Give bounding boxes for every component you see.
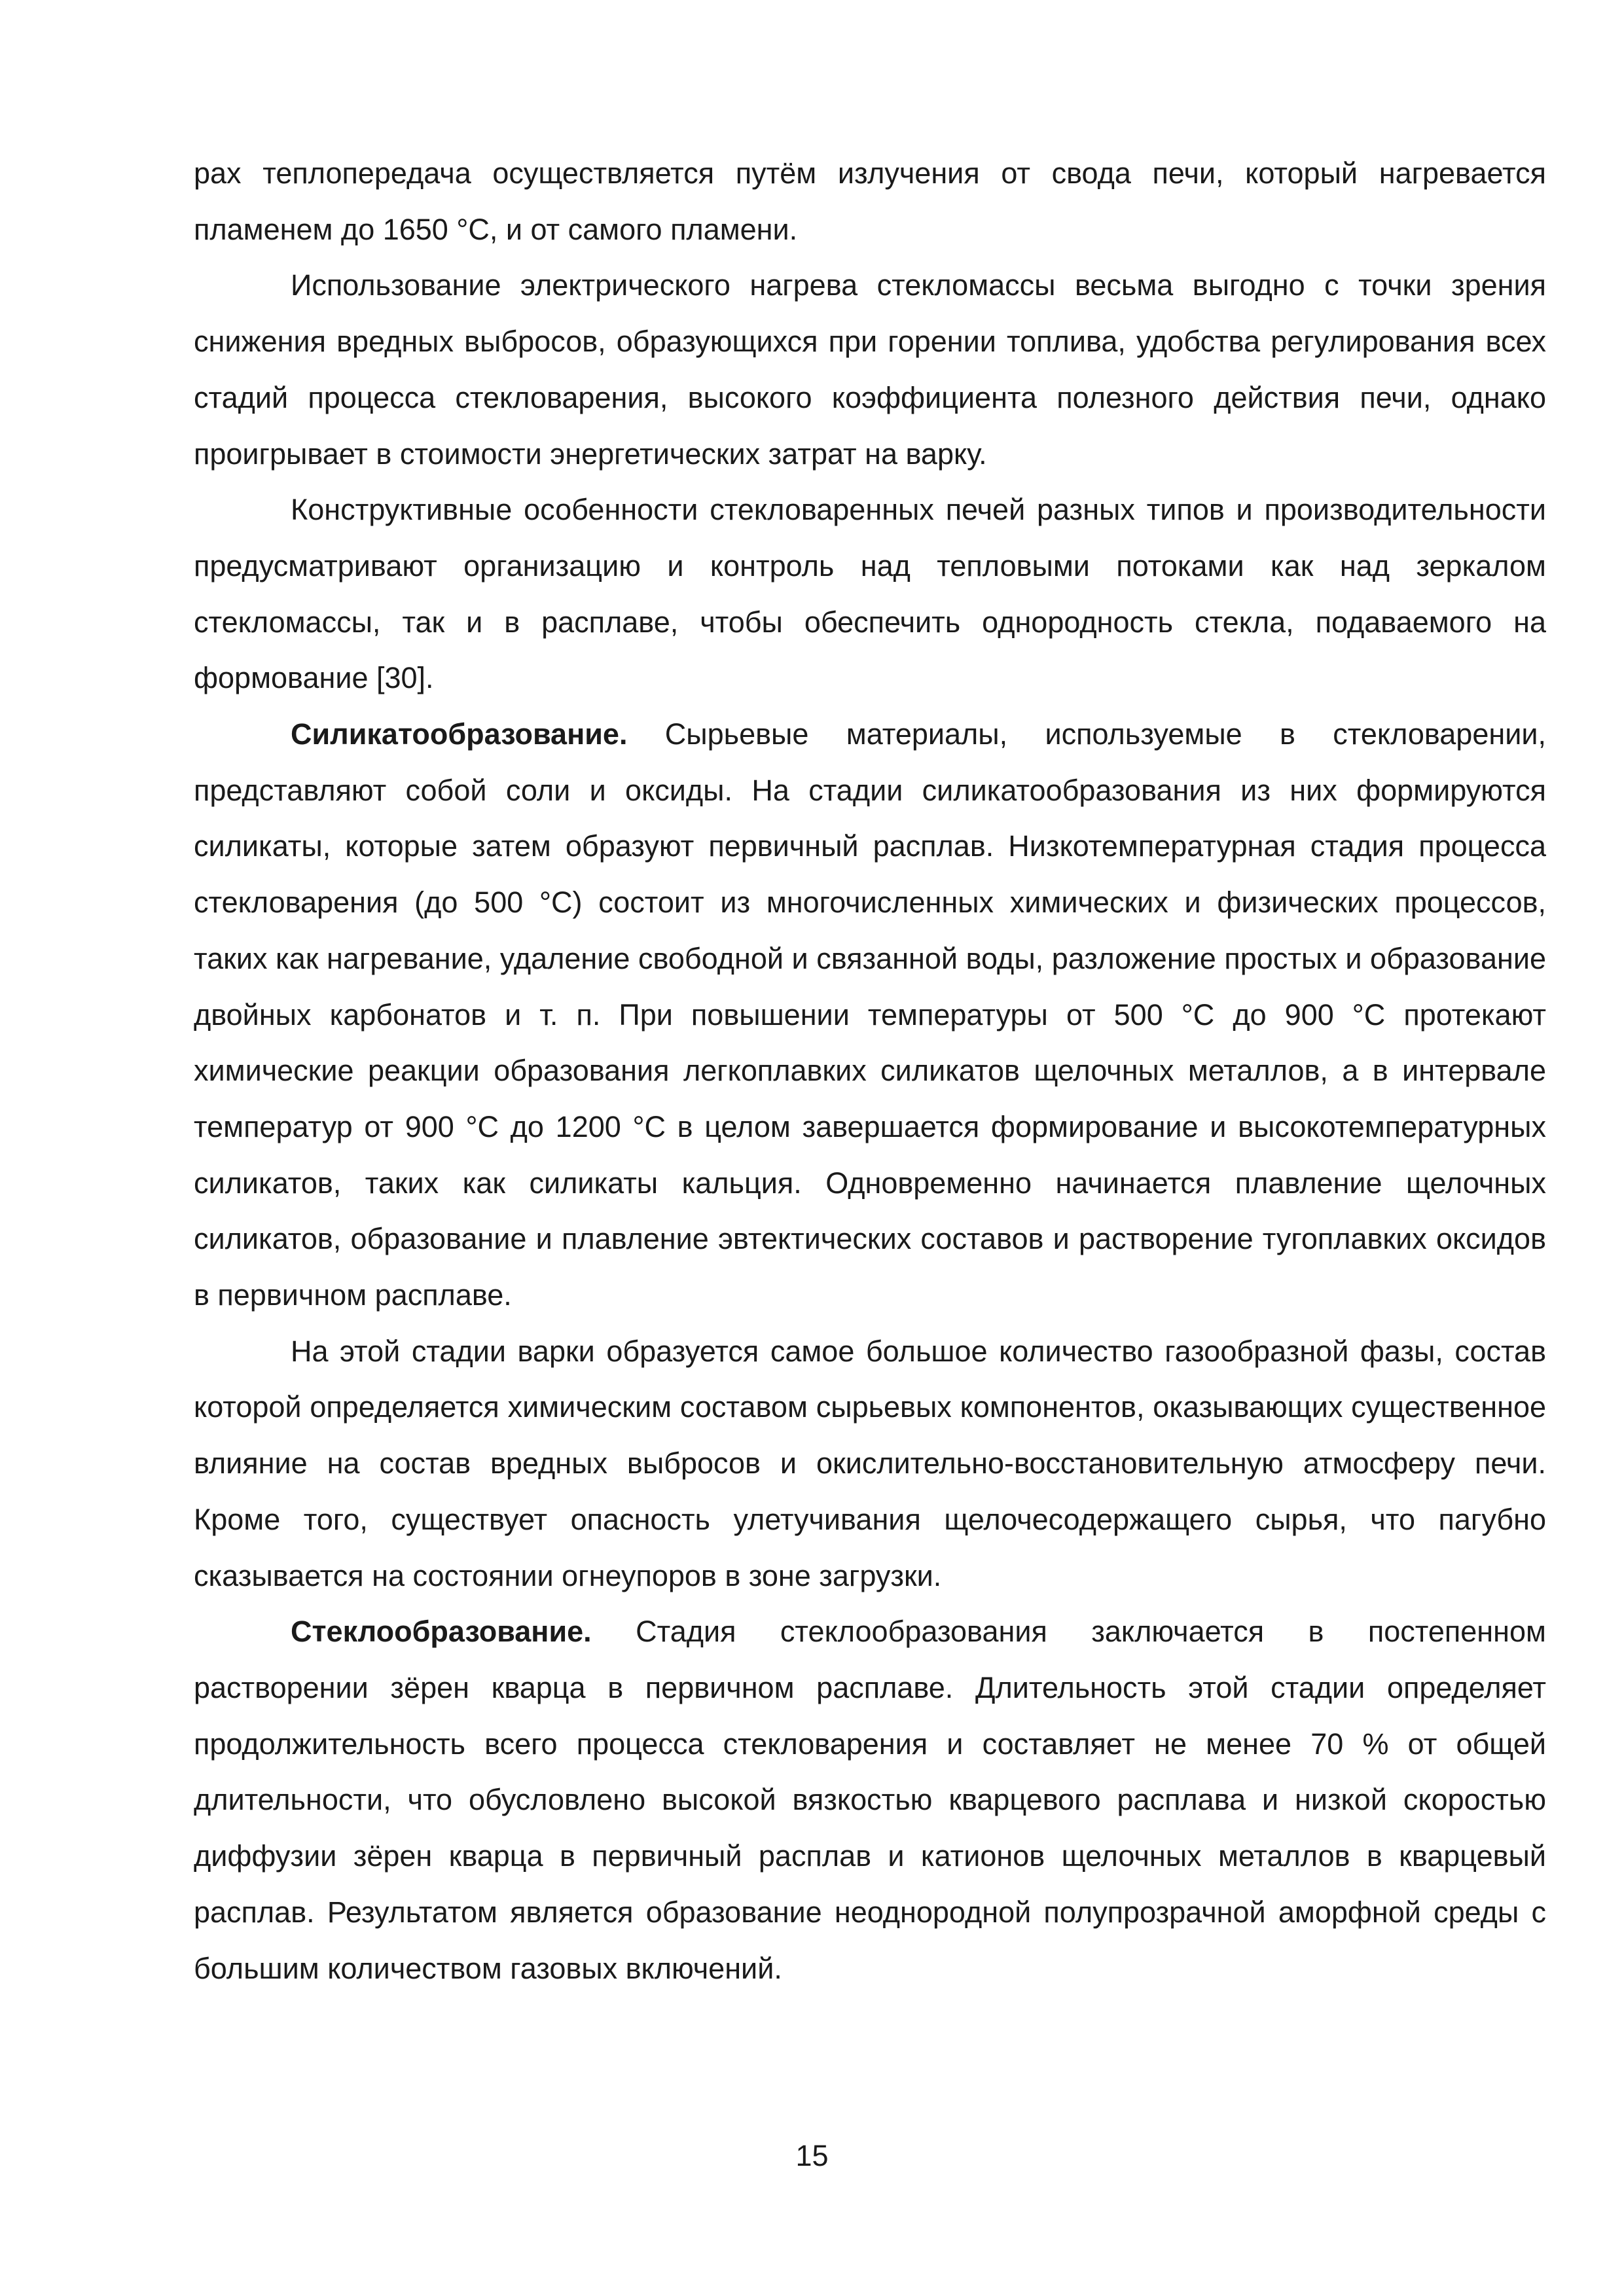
paragraph-text: Сырьевые материалы, используемые в стекловарении, представляют собой соли и оксиды. На стадии силикатообразования из них формируются силикаты, которые затем образуют первичный расплав. Низкотемпературная стадия процесса стекловарения (до 500 °С) состоит из многочисленных химических и физических процессов, таких как нагревание, удаление свободной и связанной воды, разложение простых и образование двойных карбонатов и т. п. При повышении температуры от 500 °С до 900 °С протекают химические реакции образования легкоплавких силикатов щелочных металлов, а в интервале температур от 900 °С до 1200 °С в целом завершается формирование и высокотемпературных силикатов, таких как силикаты кальция. Одновременно начинается плавление щелочных силикатов, образование и плавление эвтектических составов и растворение тугоплавких оксидов в первичном расплаве. (194, 717, 1546, 1312)
paragraph-silicate-formation (194, 706, 1546, 1323)
paragraph-text: Использование электрического нагрева стекломассы весьма выгодно с точки зрения снижения вредных выбросов, образующихся при горении топлива, удобства регулирования всех стадий процесса стекловарения, высокого коэффициента полезного действия печи, однако проигрывает в стоимости энергетических затрат на варку. (194, 268, 1546, 471)
paragraph-glass-formation (194, 1604, 1546, 1996)
page-number: 15 (795, 2139, 829, 2172)
paragraph-furnace-design (194, 482, 1546, 706)
paragraph-continuation (194, 145, 1546, 257)
text-body (194, 145, 1546, 1996)
paragraph-text: Конструктивные особенности стекловаренных печей разных типов и производительности предусматривают организацию и контроль над тепловыми потоками как над зеркалом стекломассы, так и в расплаве, чтобы обеспечить однородность стекла, подаваемого на формование [30]. (194, 493, 1546, 695)
section-heading-silicate-formation: Силикатообразование. (291, 717, 628, 751)
paragraph-electric-heating (194, 257, 1546, 482)
paragraph-gas-phase (194, 1323, 1546, 1604)
paragraph-text: Стадия стеклообразования заключается в постепенном растворении зёрен кварца в первичном расплаве. Длительность этой стадии определяет продолжительность всего процесса стекловарения и составляет не менее 70 % от общей длительности, что обусловлено высокой вязкостью кварцевого расплава и низкой скоростью диффузии зёрен кварца в первичный расплав и катионов щелочных металлов в кварцевый расплав. Результатом является образование неоднородной полупрозрачной аморфной среды с большим количеством газовых включений. (194, 1615, 1546, 1985)
section-heading-glass-formation: Стеклообразование. (291, 1615, 592, 1649)
paragraph-text: рах теплопередача осуществляется путём излучения от свода печи, который нагревается пламенем до 1650 °С, и от самого пламени. (194, 156, 1546, 246)
paragraph-text: На этой стадии варки образуется самое большое количество газообразной фазы, состав которой определяется химическим составом сырьевых компонентов, оказывающих существенное влияние на состав вредных выбросов и окислительно-восстановительную атмосферу печи. Кроме того, существует опасность улетучивания щелочесодержащего сырья, что пагубно сказывается на состоянии огнеупоров в зоне загрузки. (194, 1334, 1546, 1592)
